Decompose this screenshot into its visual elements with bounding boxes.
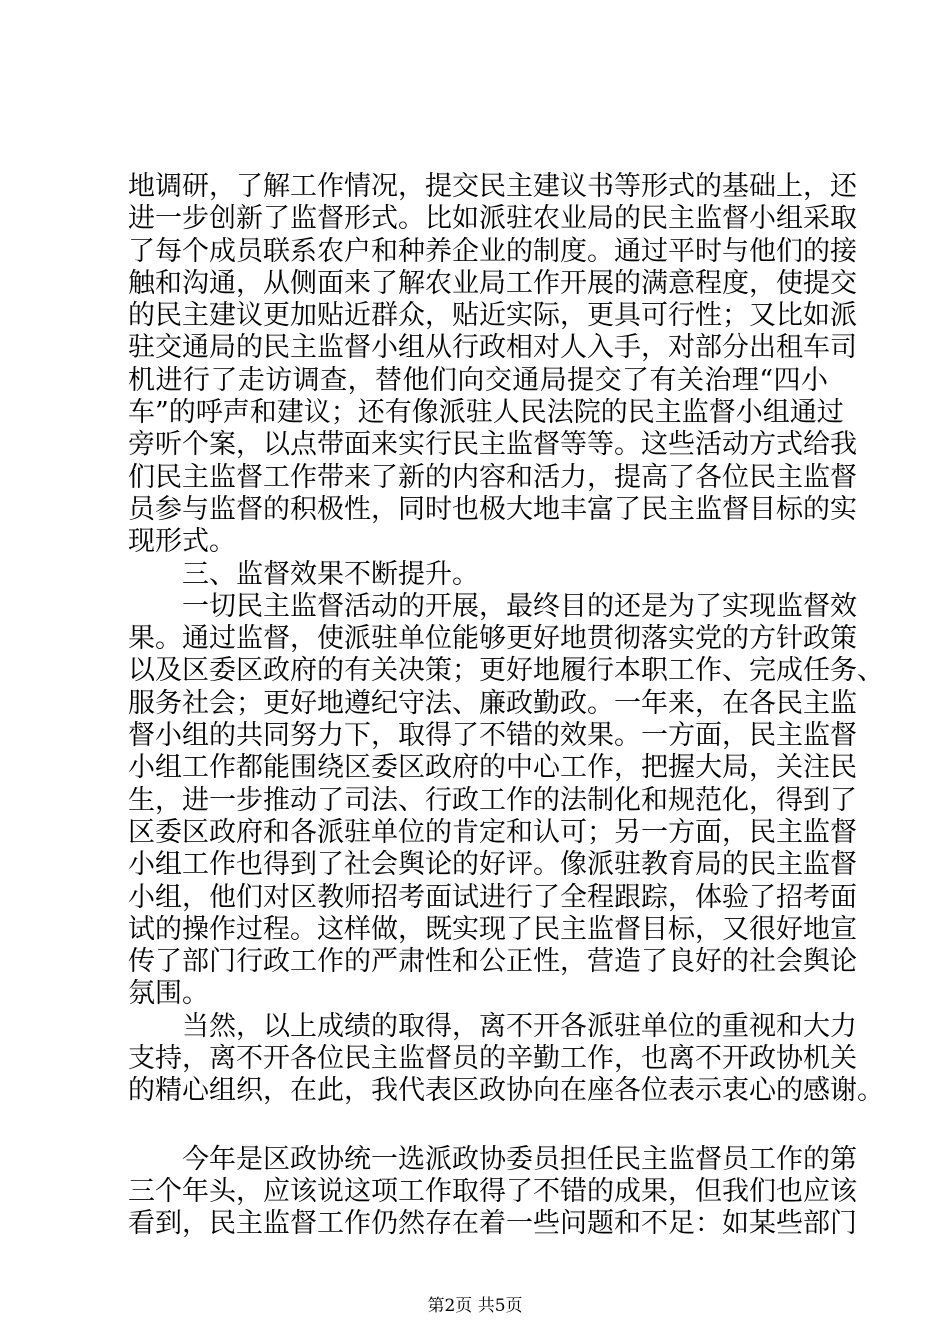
text-line: 驻交通局的民主监督小组从行政相对人入手，对部分出租车司: [128, 332, 857, 364]
text-line: 氛围。: [128, 978, 209, 1010]
text-line: 传了部门行政工作的严肃性和公正性，营造了良好的社会舆论: [128, 946, 857, 978]
text-line: 小组工作都能围绕区委区政府的中心工作，把握大局，关注民: [128, 752, 857, 784]
text-line: 机进行了走访调查，替他们向交通局提交了有关治理“四小: [128, 364, 828, 396]
text-line: 支持，离不开各位民主监督员的辛勤工作，也离不开政协机关: [128, 1043, 857, 1075]
page-footer: 第2页 共5页: [427, 1296, 523, 1316]
text-line: 的民主建议更加贴近群众，贴近实际，更具可行性；又比如派: [128, 300, 857, 332]
text-line: 车”的呼声和建议；还有像派驻人民法院的民主监督小组通过: [128, 397, 844, 429]
text-line: 小组，他们对区教师招考面试进行了全程跟踪，体验了招考面: [128, 881, 857, 913]
text-line: 们民主监督工作带来了新的内容和活力，提高了各位民主监督: [128, 461, 857, 493]
text-line: 现形式。: [128, 526, 236, 558]
text-line: 当然，以上成绩的取得，离不开各派驻单位的重视和大力: [182, 1010, 857, 1042]
text-line: 触和沟通，从侧面来了解农业局工作开展的满意程度，使提交: [128, 267, 857, 299]
text-line: 进一步创新了监督形式。比如派驻农业局的民主监督小组采取: [128, 203, 857, 235]
text-line: 了每个成员联系农户和种养企业的制度。通过平时与他们的接: [128, 235, 857, 267]
text-line: 以及区委区政府的有关决策；更好地履行本职工作、完成任务、: [128, 655, 884, 687]
text-line: 督小组的共同努力下，取得了不错的效果。一方面，民主监督: [128, 720, 857, 752]
text-line: 旁听个案，以点带面来实行民主监督等等。这些活动方式给我: [128, 429, 857, 461]
text-line: 员参与监督的积极性，同时也极大地丰富了民主监督目标的实: [128, 493, 857, 525]
text-line: 区委区政府和各派驻单位的肯定和认可；另一方面，民主监督: [128, 816, 857, 848]
text-line: 服务社会；更好地遵纪守法、廉政勤政。一年来，在各民主监: [128, 687, 857, 719]
text-line: 地调研，了解工作情况，提交民主建议书等形式的基础上，还: [128, 171, 857, 202]
text-line: 今年是区政协统一选派政协委员担任民主监督员工作的第: [182, 1143, 857, 1175]
text-line: 果。通过监督，使派驻单位能够更好地贯彻落实党的方针政策: [128, 623, 857, 655]
text-line: 一切民主监督活动的开展，最终目的还是为了实现监督效: [182, 590, 857, 622]
body-text: [128, 171, 884, 1241]
text-line: 小组工作也得到了社会舆论的好评。像派驻教育局的民主监督: [128, 849, 857, 881]
section-heading: 三、监督效果不断提升。: [182, 558, 479, 590]
text-line: 看到，民主监督工作仍然存在着一些问题和不足：如某些部门: [128, 1208, 857, 1240]
paragraph-gap: [128, 1108, 828, 1144]
text-line: 生，进一步推动了司法、行政工作的法制化和规范化，得到了: [128, 784, 857, 816]
text-line: 三个年头，应该说这项工作取得了不错的成果，但我们也应该: [128, 1175, 857, 1207]
text-line: 的精心组织，在此，我代表区政协向在座各位表示衷心的感谢。: [128, 1075, 884, 1107]
text-line: 试的操作过程。这样做，既实现了民主监督目标，又很好地宣: [128, 913, 857, 945]
